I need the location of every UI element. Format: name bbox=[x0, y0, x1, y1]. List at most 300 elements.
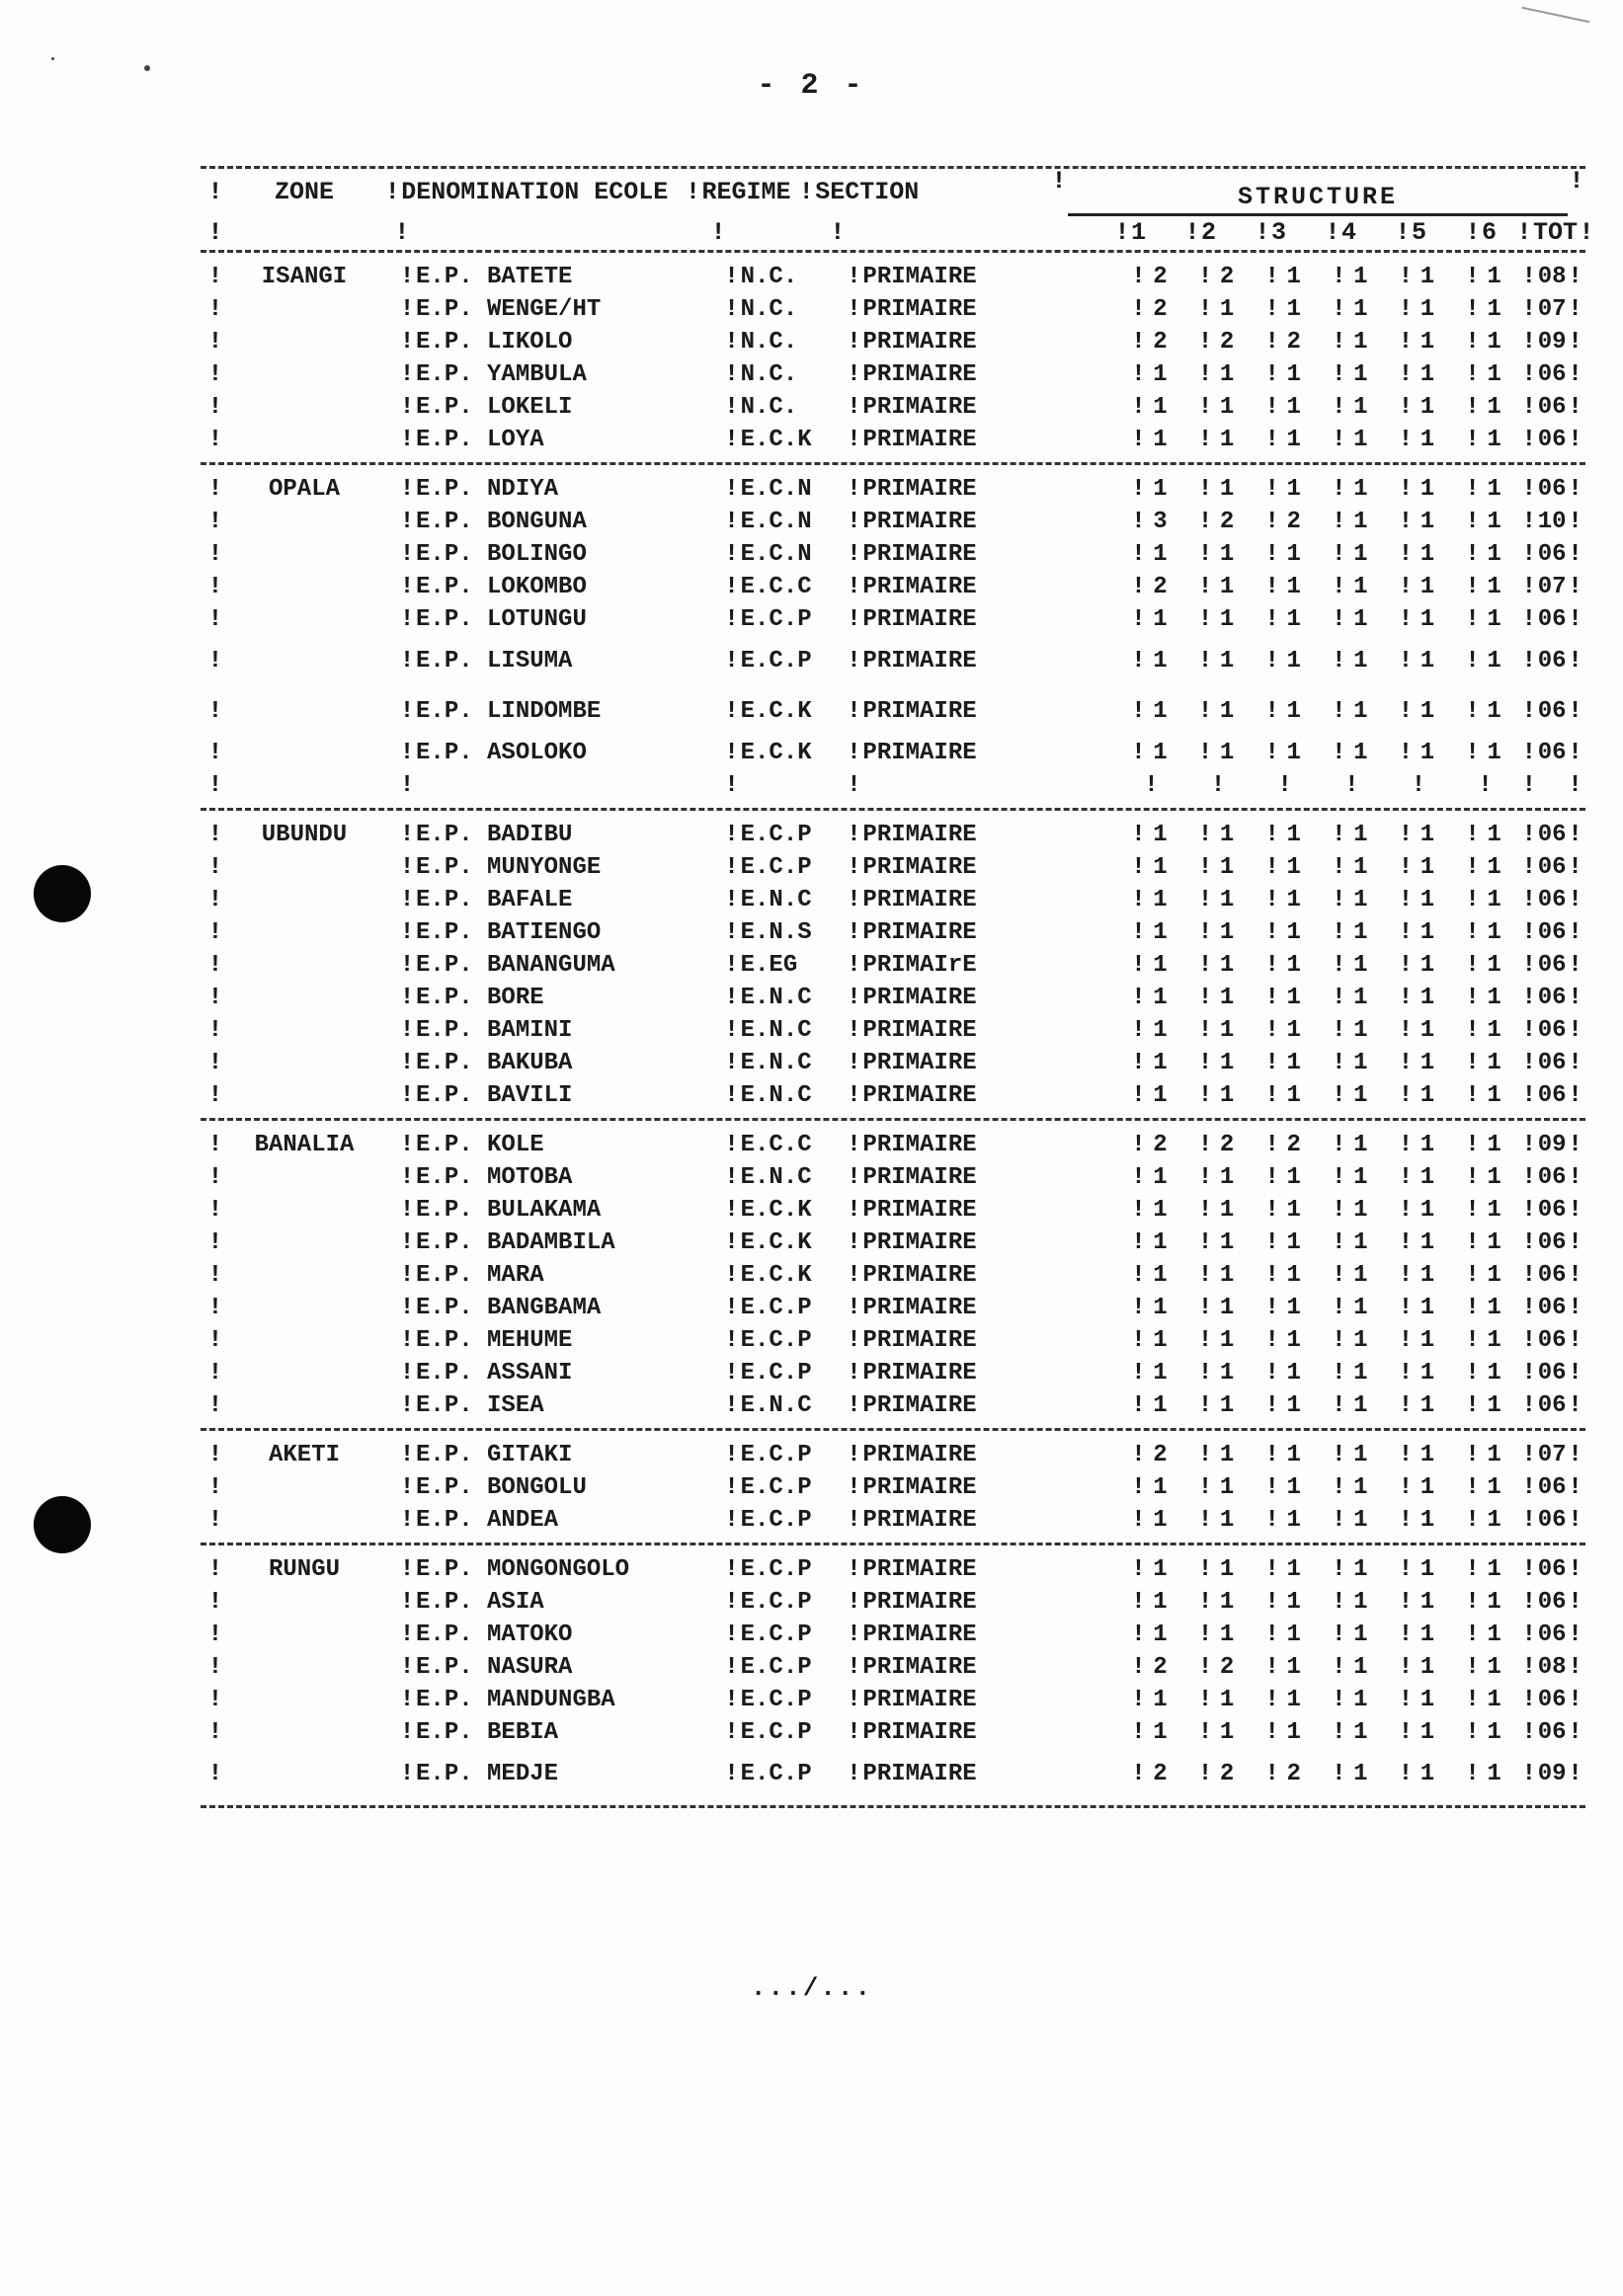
structure-value: ! 1 bbox=[1131, 1507, 1168, 1534]
blank-row: ! ! ! ! ! ! ! ! ! ! ! ! bbox=[207, 772, 1582, 799]
regime-cell: !E.C.P bbox=[724, 1761, 812, 1787]
structure-value: ! 1 bbox=[1332, 985, 1368, 1011]
zone-cell: ! bbox=[207, 1050, 223, 1076]
school-name: !E.P. MANDUNGBA bbox=[399, 1687, 615, 1713]
zone-cell: ! bbox=[207, 1589, 223, 1616]
structure-value: ! 1 bbox=[1197, 1474, 1235, 1501]
structure-value: ! 1 bbox=[1465, 574, 1501, 600]
structure-value: ! 1 bbox=[1131, 1197, 1168, 1224]
header-zone: ! ZONE bbox=[207, 177, 334, 206]
structure-value: ! 1 bbox=[1332, 1687, 1368, 1713]
school-name: !E.P. BAMINI bbox=[399, 1017, 573, 1044]
zone-cell: ! bbox=[207, 952, 223, 979]
structure-value: ! 1 bbox=[1465, 1132, 1501, 1158]
total-value: !06! bbox=[1521, 1082, 1582, 1109]
structure-value: ! 1 bbox=[1465, 1229, 1501, 1256]
margin-mark bbox=[1522, 7, 1590, 24]
structure-value: ! 1 bbox=[1398, 952, 1435, 979]
section-cell: !PRIMAIRE bbox=[847, 329, 977, 356]
structure-value: ! 1 bbox=[1398, 1622, 1435, 1648]
structure-value: ! 1 bbox=[1465, 1050, 1501, 1076]
structure-value: ! 1 bbox=[1264, 1164, 1301, 1191]
regime-cell: !E.C.K bbox=[724, 1262, 812, 1289]
table-row bbox=[201, 506, 1585, 538]
section-cell: !PRIMAIRE bbox=[847, 1360, 977, 1386]
structure-col-header: !3 bbox=[1255, 217, 1286, 247]
structure-value: ! 1 bbox=[1264, 1589, 1301, 1616]
section-cell: !PRIMAIRE bbox=[847, 887, 977, 913]
structure-value: ! 1 bbox=[1465, 648, 1501, 674]
structure-value: ! 1 bbox=[1264, 541, 1301, 568]
structure-value: ! 1 bbox=[1465, 476, 1501, 503]
zone-cell: ! BANALIA bbox=[201, 1132, 398, 1158]
regime-cell: !N.C. bbox=[724, 296, 798, 323]
structure-value: ! 1 bbox=[1398, 1132, 1435, 1158]
table-row bbox=[201, 1292, 1585, 1324]
structure-value: ! 1 bbox=[1264, 264, 1301, 290]
total-value: !06! bbox=[1521, 1262, 1582, 1289]
structure-value: ! 1 bbox=[1197, 1327, 1235, 1354]
school-name: !E.P. MOTOBA bbox=[399, 1164, 573, 1191]
structure-value: ! 1 bbox=[1465, 509, 1501, 535]
regime-cell: !E.C.P bbox=[724, 1360, 812, 1386]
structure-value: ! 1 bbox=[1465, 1622, 1501, 1648]
structure-value: ! 1 bbox=[1332, 1132, 1368, 1158]
regime-cell: !E.C.P bbox=[724, 1474, 812, 1501]
total-value: !06! bbox=[1521, 1164, 1582, 1191]
table-row bbox=[201, 1553, 1585, 1586]
zone-cell: ! bbox=[207, 1360, 223, 1386]
structure-value: ! 1 bbox=[1398, 394, 1435, 421]
zone-block bbox=[201, 1545, 1585, 1805]
structure-value: ! 1 bbox=[1131, 740, 1168, 766]
structure-value: ! 1 bbox=[1197, 740, 1235, 766]
structure-value: ! 1 bbox=[1332, 887, 1368, 913]
table-row bbox=[201, 1716, 1585, 1749]
zone-cell: ! bbox=[207, 1229, 223, 1256]
table-row bbox=[201, 358, 1585, 391]
section-cell: !PRIMAIRE bbox=[847, 1474, 977, 1501]
structure-value: ! 1 bbox=[1398, 887, 1435, 913]
zone-separator-rule bbox=[201, 1805, 1585, 1808]
section-cell: !PRIMAIRE bbox=[847, 698, 977, 725]
regime-cell: !E.C.P bbox=[724, 1589, 812, 1616]
regime-cell: !E.N.C bbox=[724, 887, 812, 913]
total-value: !06! bbox=[1521, 985, 1582, 1011]
structure-value: ! 2 bbox=[1197, 509, 1235, 535]
regime-cell: !E.C.P bbox=[724, 822, 812, 848]
structure-value: ! 1 bbox=[1131, 1687, 1168, 1713]
total-value: !06! bbox=[1521, 1360, 1582, 1386]
structure-value: ! 1 bbox=[1465, 887, 1501, 913]
structure-value: ! 1 bbox=[1197, 1229, 1235, 1256]
structure-value: ! 1 bbox=[1264, 606, 1301, 633]
structure-value: ! 1 bbox=[1197, 1082, 1235, 1109]
section-cell: !PRIMAIRE bbox=[847, 1164, 977, 1191]
structure-value: ! 1 bbox=[1131, 854, 1168, 881]
section-cell: !PRIMAIRE bbox=[847, 1719, 977, 1746]
structure-value: ! 1 bbox=[1131, 1719, 1168, 1746]
total-value: !06! bbox=[1521, 740, 1582, 766]
section-cell: !PRIMAIRE bbox=[847, 1017, 977, 1044]
structure-value: ! 1 bbox=[1131, 822, 1168, 848]
structure-value: ! 1 bbox=[1398, 854, 1435, 881]
school-name: !E.P. ASSANI bbox=[399, 1360, 573, 1386]
table-row bbox=[201, 636, 1585, 686]
structure-value: ! 1 bbox=[1131, 1229, 1168, 1256]
table-row bbox=[201, 1161, 1585, 1194]
school-name: !E.P. MARA bbox=[399, 1262, 544, 1289]
total-value: !06! bbox=[1521, 1392, 1582, 1419]
structure-value: ! 1 bbox=[1398, 1164, 1435, 1191]
structure-value: ! 1 bbox=[1264, 1474, 1301, 1501]
zone-cell: ! bbox=[207, 1017, 223, 1044]
table-row bbox=[201, 949, 1585, 982]
section-cell: !PRIMAIRE bbox=[847, 1761, 977, 1787]
regime-cell: !E.C.P bbox=[724, 1556, 812, 1583]
structure-col-header: !4 bbox=[1325, 217, 1356, 247]
structure-value: ! 1 bbox=[1465, 854, 1501, 881]
structure-value: ! 1 bbox=[1398, 1082, 1435, 1109]
school-name: !E.P. LOKOMBO bbox=[399, 574, 587, 600]
structure-value: ! 2 bbox=[1197, 1654, 1235, 1681]
structure-value: ! 1 bbox=[1197, 1442, 1235, 1468]
zone-block bbox=[201, 1121, 1585, 1428]
structure-col-header: !2 bbox=[1184, 217, 1216, 247]
total-value: !07! bbox=[1521, 1442, 1582, 1468]
zone-cell: ! bbox=[207, 1082, 223, 1109]
structure-value: ! 1 bbox=[1332, 476, 1368, 503]
structure-column-headers bbox=[1095, 217, 1594, 247]
zone-name: RUNGU bbox=[268, 1556, 340, 1583]
table-row bbox=[201, 1471, 1585, 1504]
zone-cell: ! bbox=[207, 740, 223, 766]
zone-cell: ! bbox=[207, 574, 223, 600]
table-row bbox=[201, 819, 1585, 851]
section-cell: !PRIMAIrE bbox=[847, 952, 977, 979]
zone-name: AKETI bbox=[268, 1442, 340, 1468]
structure-value: ! 1 bbox=[1465, 394, 1501, 421]
structure-value: ! 1 bbox=[1131, 985, 1168, 1011]
structure-value: ! 1 bbox=[1332, 606, 1368, 633]
structure-value: ! 1 bbox=[1131, 648, 1168, 674]
zone-cell: ! UBUNDU bbox=[201, 822, 398, 848]
structure-value: ! 2 bbox=[1131, 1761, 1168, 1787]
total-value: !08! bbox=[1521, 264, 1582, 290]
total-value: !06! bbox=[1521, 361, 1582, 388]
regime-cell: !E.C.K bbox=[724, 740, 812, 766]
zone-cell: ! bbox=[207, 854, 223, 881]
structure-value: ! 1 bbox=[1398, 296, 1435, 323]
structure-value: ! 1 bbox=[1332, 509, 1368, 535]
structure-value: ! 1 bbox=[1465, 1589, 1501, 1616]
zone-cell: ! bbox=[207, 1262, 223, 1289]
zone-cell: ! bbox=[207, 1654, 223, 1681]
structure-value: ! 1 bbox=[1131, 606, 1168, 633]
structure-value: ! 1 bbox=[1197, 985, 1235, 1011]
regime-cell: !N.C. bbox=[724, 264, 798, 290]
zone-cell: ! bbox=[207, 1622, 223, 1648]
school-name: !E.P. BONGUNA bbox=[399, 509, 587, 535]
structure-value: ! 1 bbox=[1398, 919, 1435, 946]
structure-value: ! 1 bbox=[1398, 1719, 1435, 1746]
zone-cell: ! bbox=[207, 361, 223, 388]
structure-value: ! 1 bbox=[1197, 1622, 1235, 1648]
total-value: !06! bbox=[1521, 1474, 1582, 1501]
school-name: !E.P. ASIA bbox=[399, 1589, 544, 1616]
table-row bbox=[201, 1651, 1585, 1684]
structure-value: ! 1 bbox=[1197, 952, 1235, 979]
structure-value: ! 1 bbox=[1197, 427, 1235, 453]
structure-value: ! 1 bbox=[1264, 740, 1301, 766]
total-value: !08! bbox=[1521, 1654, 1582, 1681]
structure-value: ! 1 bbox=[1264, 1687, 1301, 1713]
school-name: !E.P. LOKELI bbox=[399, 394, 573, 421]
school-name: !E.P. BATETE bbox=[399, 264, 573, 290]
structure-value: ! 1 bbox=[1332, 1654, 1368, 1681]
structure-value: ! 1 bbox=[1197, 919, 1235, 946]
structure-value: ! 2 bbox=[1131, 1442, 1168, 1468]
table-row bbox=[201, 1227, 1585, 1259]
table-row bbox=[201, 1047, 1585, 1079]
structure-value: ! 1 bbox=[1398, 1761, 1435, 1787]
school-name: !E.P. BULAKAMA bbox=[399, 1197, 602, 1224]
structure-value: ! 1 bbox=[1398, 1327, 1435, 1354]
school-name: !E.P. BADIBU bbox=[399, 822, 573, 848]
table-row bbox=[201, 1014, 1585, 1047]
structure-value: ! 1 bbox=[1197, 1017, 1235, 1044]
punch-hole bbox=[34, 1496, 91, 1553]
structure-value: ! 1 bbox=[1131, 887, 1168, 913]
structure-value: ! 1 bbox=[1465, 1687, 1501, 1713]
table-row bbox=[201, 261, 1585, 293]
structure-value: ! 1 bbox=[1398, 606, 1435, 633]
regime-cell: !E.C.K bbox=[724, 698, 812, 725]
structure-value: ! 1 bbox=[1398, 1262, 1435, 1289]
table-row bbox=[201, 1357, 1585, 1389]
structure-value: ! 1 bbox=[1332, 427, 1368, 453]
regime-cell: !E.C.N bbox=[724, 476, 812, 503]
structure-value: ! 1 bbox=[1197, 296, 1235, 323]
table-row bbox=[201, 424, 1585, 456]
structure-value: ! 1 bbox=[1332, 1392, 1368, 1419]
school-name: !E.P. MEDJE bbox=[399, 1761, 559, 1787]
table-body bbox=[201, 253, 1585, 1808]
structure-value: ! 1 bbox=[1398, 1360, 1435, 1386]
structure-value: ! 1 bbox=[1131, 1392, 1168, 1419]
structure-value: ! 1 bbox=[1398, 264, 1435, 290]
zone-cell: ! bbox=[207, 394, 223, 421]
structure-value: ! 1 bbox=[1465, 1392, 1501, 1419]
structure-value: ! 1 bbox=[1264, 1719, 1301, 1746]
structure-value: ! 1 bbox=[1332, 329, 1368, 356]
structure-value: ! 1 bbox=[1264, 1082, 1301, 1109]
zone-cell: ! bbox=[207, 541, 223, 568]
zone-cell: ! bbox=[207, 919, 223, 946]
table-row bbox=[201, 884, 1585, 916]
structure-value: ! 1 bbox=[1332, 740, 1368, 766]
zone-cell: ! bbox=[207, 1507, 223, 1534]
section-cell: !PRIMAIRE bbox=[847, 427, 977, 453]
structure-value: ! 1 bbox=[1398, 1687, 1435, 1713]
section-cell: !PRIMAIRE bbox=[847, 476, 977, 503]
structure-value: ! 1 bbox=[1465, 427, 1501, 453]
total-value: !06! bbox=[1521, 698, 1582, 725]
section-cell: !PRIMAIRE bbox=[847, 361, 977, 388]
header-regime: !REGIME bbox=[686, 177, 791, 206]
section-cell: !PRIMAIRE bbox=[847, 1327, 977, 1354]
structure-value: ! 2 bbox=[1131, 329, 1168, 356]
total-col-header: !TOT! bbox=[1516, 217, 1594, 247]
structure-value: ! 1 bbox=[1197, 1164, 1235, 1191]
structure-value: ! 1 bbox=[1197, 476, 1235, 503]
structure-value: ! 1 bbox=[1398, 1654, 1435, 1681]
structure-value: ! 1 bbox=[1332, 394, 1368, 421]
structure-value: ! 1 bbox=[1131, 1295, 1168, 1321]
zone-name: BANALIA bbox=[254, 1132, 355, 1158]
structure-value: ! 1 bbox=[1264, 854, 1301, 881]
zone-block bbox=[201, 253, 1585, 462]
structure-value: ! 1 bbox=[1398, 1589, 1435, 1616]
header-row bbox=[201, 169, 1585, 214]
structure-value: ! 1 bbox=[1131, 952, 1168, 979]
zone-cell: ! bbox=[207, 985, 223, 1011]
structure-value: ! 1 bbox=[1465, 1654, 1501, 1681]
structure-value: ! 1 bbox=[1131, 1262, 1168, 1289]
structure-value: ! 2 bbox=[1264, 1761, 1301, 1787]
structure-value: ! 1 bbox=[1131, 361, 1168, 388]
total-value: !06! bbox=[1521, 476, 1582, 503]
structure-value: ! 1 bbox=[1465, 919, 1501, 946]
regime-cell: !E.C.P bbox=[724, 606, 812, 633]
section-cell: !PRIMAIRE bbox=[847, 822, 977, 848]
regime-cell: !E.C.K bbox=[724, 1229, 812, 1256]
structure-value: ! 1 bbox=[1398, 329, 1435, 356]
total-value: !06! bbox=[1521, 1197, 1582, 1224]
zone-cell: ! AKETI bbox=[201, 1442, 398, 1468]
structure-value: ! 1 bbox=[1131, 476, 1168, 503]
zone-cell: ! bbox=[207, 698, 223, 725]
structure-value: ! 1 bbox=[1465, 1507, 1501, 1534]
section-cell: !PRIMAIRE bbox=[847, 574, 977, 600]
structure-value: ! 2 bbox=[1197, 264, 1235, 290]
structure-value: ! 1 bbox=[1332, 1507, 1368, 1534]
regime-cell: !E.C.P bbox=[724, 648, 812, 674]
structure-value: ! 1 bbox=[1264, 1654, 1301, 1681]
structure-value: ! 2 bbox=[1264, 1132, 1301, 1158]
structure-value: ! 1 bbox=[1131, 1050, 1168, 1076]
structure-value: ! 1 bbox=[1398, 822, 1435, 848]
total-value: !06! bbox=[1521, 541, 1582, 568]
structure-value: ! 1 bbox=[1332, 1360, 1368, 1386]
total-value: !06! bbox=[1521, 1295, 1582, 1321]
table-row bbox=[201, 737, 1585, 769]
school-name: !E.P. NDIYA bbox=[399, 476, 559, 503]
zone-cell: ! bbox=[207, 296, 223, 323]
total-value: !06! bbox=[1521, 1687, 1582, 1713]
zone-cell: ! RUNGU bbox=[201, 1556, 398, 1583]
structure-value: ! 1 bbox=[1398, 574, 1435, 600]
structure-value: ! 1 bbox=[1264, 1017, 1301, 1044]
structure-value: ! 1 bbox=[1197, 606, 1235, 633]
zone-cell: ! bbox=[207, 648, 223, 674]
header-denomination: !DENOMINATION ECOLE bbox=[384, 177, 669, 206]
regime-cell: !E.EG bbox=[724, 952, 798, 979]
structure-value: ! 1 bbox=[1465, 1295, 1501, 1321]
structure-value: ! 1 bbox=[1264, 1507, 1301, 1534]
structure-value: ! 1 bbox=[1264, 952, 1301, 979]
regime-cell: !E.C.P bbox=[724, 1507, 812, 1534]
regime-cell: !E.C.P bbox=[724, 1654, 812, 1681]
table-row bbox=[201, 1324, 1585, 1357]
structure-value: ! 1 bbox=[1264, 394, 1301, 421]
total-value: !06! bbox=[1521, 822, 1582, 848]
school-name: !E.P. BONGOLU bbox=[399, 1474, 587, 1501]
school-name: !E.P. ASOLOKO bbox=[399, 740, 587, 766]
structure-value: ! 1 bbox=[1264, 919, 1301, 946]
structure-value: ! 1 bbox=[1465, 606, 1501, 633]
structure-value: ! 1 bbox=[1264, 361, 1301, 388]
section-cell: !PRIMAIRE bbox=[847, 1556, 977, 1583]
structure-value: ! 1 bbox=[1398, 427, 1435, 453]
school-name: !E.P. GITAKI bbox=[399, 1442, 573, 1468]
zone-cell: ! bbox=[207, 329, 223, 356]
regime-cell: !E.C.C bbox=[724, 1132, 812, 1158]
structure-value: ! 3 bbox=[1131, 509, 1168, 535]
structure-value: ! 1 bbox=[1264, 1050, 1301, 1076]
section-cell: !PRIMAIRE bbox=[847, 1229, 977, 1256]
school-name: !E.P. LOYA bbox=[399, 427, 544, 453]
structure-value: ! 1 bbox=[1197, 1719, 1235, 1746]
structure-value: ! 1 bbox=[1465, 541, 1501, 568]
regime-cell: !E.N.C bbox=[724, 985, 812, 1011]
structure-value: ! 2 bbox=[1131, 574, 1168, 600]
continuation-mark: .../... bbox=[750, 1973, 873, 2003]
structure-value: ! 1 bbox=[1465, 1197, 1501, 1224]
structure-value: ! 2 bbox=[1264, 509, 1301, 535]
total-value: !06! bbox=[1521, 887, 1582, 913]
table-row bbox=[201, 1586, 1585, 1619]
structure-value: ! 1 bbox=[1131, 919, 1168, 946]
structure-value: ! 1 bbox=[1332, 541, 1368, 568]
structure-value: ! 1 bbox=[1398, 985, 1435, 1011]
table-row bbox=[201, 686, 1585, 737]
regime-cell: !E.C.N bbox=[724, 509, 812, 535]
school-name: !E.P. BANANGUMA bbox=[399, 952, 615, 979]
structure-value: ! 1 bbox=[1398, 361, 1435, 388]
school-name: !E.P. LIKOLO bbox=[399, 329, 573, 356]
total-value: !09! bbox=[1521, 1761, 1582, 1787]
structure-value: ! 1 bbox=[1131, 394, 1168, 421]
structure-value: ! 1 bbox=[1398, 740, 1435, 766]
structure-value: ! 1 bbox=[1465, 296, 1501, 323]
structure-value: ! 1 bbox=[1264, 1197, 1301, 1224]
school-name: !E.P. BORE bbox=[399, 985, 544, 1011]
section-cell: !PRIMAIRE bbox=[847, 854, 977, 881]
structure-value: ! 1 bbox=[1264, 1442, 1301, 1468]
header-structure: ! STRUCTURE ! bbox=[1050, 167, 1585, 216]
section-cell: !PRIMAIRE bbox=[847, 1197, 977, 1224]
table-row bbox=[201, 1504, 1585, 1537]
school-name: !E.P. NASURA bbox=[399, 1654, 573, 1681]
section-cell: !PRIMAIRE bbox=[847, 1687, 977, 1713]
structure-value: ! 1 bbox=[1332, 698, 1368, 725]
school-name: !E.P. BADAMBILA bbox=[399, 1229, 615, 1256]
regime-cell: !E.C.P bbox=[724, 1442, 812, 1468]
table-row bbox=[201, 571, 1585, 603]
section-cell: !PRIMAIRE bbox=[847, 919, 977, 946]
section-cell: !PRIMAIRE bbox=[847, 1295, 977, 1321]
